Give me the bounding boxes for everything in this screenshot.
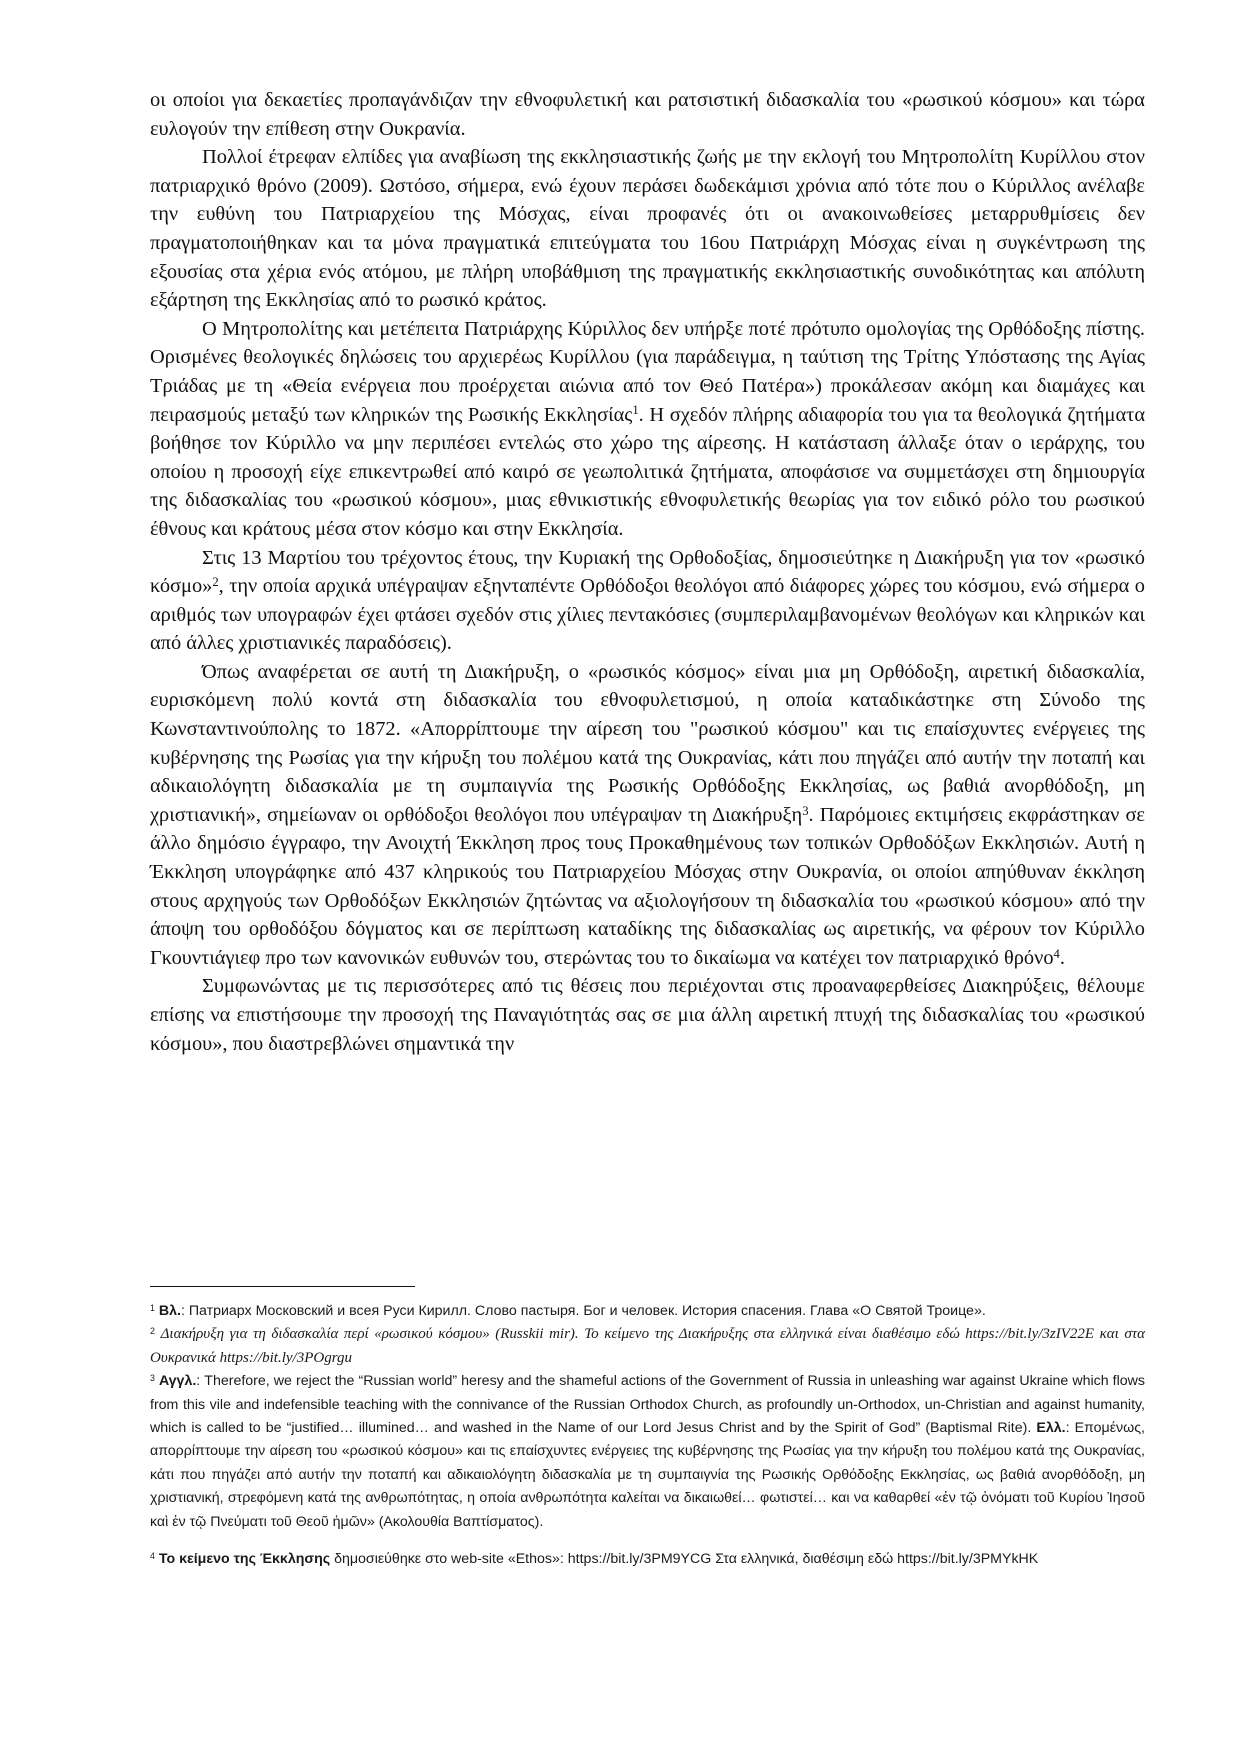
bold-label: Βλ. (158, 1303, 181, 1319)
text-run: . Η σχεδόν πλήρης αδιαφορία του για τα θεολογικά ζητήματα βοήθησε τον Κύριλλο να μην περιπέσει εντελώς στο χώρο της αίρεσης. Η κατάσταση άλλαξε όταν ο ιεράρχης, του οποίου η προσοχή είχε επικεντρωθεί από καιρό σε γεωπολιτικά ζητήματα, αποφάσισε να συμμετάσχει στη δημιουργία της διδασκαλίας του «ρωσικού κόσμου», μιας εθνικιστικής εθνοφυλετικής θεωρίας για τον ειδικό ρόλο του ρωσικού έθνους και κράτους μέσα στον κόσμο και στην Εκκλησία. (150, 403, 1145, 540)
paragraph (150, 972, 1145, 1058)
paragraph (150, 86, 1145, 143)
footnote-ref: 3 (802, 803, 809, 818)
text-run: Πολλοί έτρεφαν ελπίδες για αναβίωση της εκκλησιαστικής ζωής με την εκλογή του Μητροπολίτη Κυρίλλου στον πατριαρχικό θρόνο (2009). Ωστόσο, σήμερα, ενώ έχουν περάσει δωδεκάμισι χρόνια από τότε που ο Κύριλλος ανέλαβε την ευθύνη του Πατριαρχείου της Μόσχας, είναι προφανές ότι οι ανακοινωθείσες μεταρρυθμίσεις δεν πραγματοποιήθηκαν και τα μόνα πραγματικά επιτεύγματα του 16ου Πατριάρχη Μόσχας είναι η συγκέντρωση της εξουσίας στα χέρια ενός ατόμου, με πλήρη υποβάθμιση της πραγματικής εκκλησιαστικής συνοδικότητας και απόλυτη εξάρτηση της Εκκλησίας από το ρωσικό κράτος. (150, 146, 1145, 312)
text-run: , την οποία αρχικά υπέγραψαν εξηνταπέντε Ορθόδοξοι θεολόγοι από διάφορες χώρες του κόσμου, ενώ σήμερα ο αριθμός των υπογραφών έχει φτάσει σχεδόν στις χίλιες πεντακόσιες (συμπεριλαμβανομένων θεολόγων και κληρικών και από άλλες χριστιανικές παραδόσεις). (150, 575, 1145, 655)
paragraph (150, 143, 1145, 315)
bold-label: Ελλ. (1036, 1420, 1066, 1437)
footnote-ref: 2 (150, 1326, 155, 1337)
text-run: Ο Μητροπολίτης και μετέπειτα Πατριάρχης Κύριλλος δεν υπήρξε ποτέ πρότυπο ομολογίας της Ορθόδοξης πίστης. Ορισμένες θεολογικές δηλώσεις του αρχιερέως Κυρίλλου (για παράδειγμα, η ταύτιση της Τρίτης Υπόστασης της Αγίας Τριάδας με τη «Θεία ενέργεια που προέρχεται αιώνια από τον Θεό Πατέρα») προκάλεσαν ακόμη και διαμάχες και πειρασμούς μεταξύ των κληρικών της Ρωσικής Εκκλησίας (150, 317, 1145, 426)
footnote (150, 1370, 1145, 1534)
text-run: . (1059, 946, 1065, 969)
text-run: οι οποίοι για δεκαετίες προπαγάνδιζαν την εθνοφυλετική και ρατσιστική διδασκαλία του «ρωσικού κόσμου» και τώρα ευλογούν την επίθεση στην Ουκρανία. (150, 89, 1145, 140)
text-run: : Патриарх Московский и всея Руси Кирилл. Слово пастыря. Бог и человек. История спасения. Глава «О Святой Троице». (180, 1303, 986, 1319)
footnote-ref: 1 (632, 403, 639, 418)
italic-text: Διακήρυξη για τη διδασκαλία περί «ρωσικού κόσμου» (Russkii mir). Το κείμενο της Διακήρυξης στα ελληνικά είναι διαθέσιμο εδώ https://bit.ly/3zIV22E και στα Ουκρανικά https://bit.ly/3POgrgu (150, 1326, 1145, 1366)
text-run: : Επομένως, απορρίπτουμε την αίρεση του «ρωσικού κόσμου» και τις επαίσχυντες ενέργειες της κυβέρνησης της Ρωσίας για την κήρυξη του πολέμου κατά της Ουκρανίας, κάτι που πηγάζει από αυτήν την ποταπή και αδικαιολόγητη διδασκαλία με τη συμπαιγνία της Ρωσικής Ορθόδοξης Εκκλησίας, ως βαθιά ανορθόδοξη, μη χριστιανική, στρεφόμενη κατά της ανθρωπότητας, η οποία ανθρωπότητα καλείται να δικαιωθεί… φωτιστεί… και να καθαρθεί «ἐν τῷ ὀνόματι τοῦ Κυρίου Ἰησοῦ καὶ ἐν τῷ Πνεύματι τοῦ Θεοῦ ἡμῶν» (Ακολουθία Βαπτίσματος). (150, 1420, 1145, 1530)
footnote-ref: 3 (150, 1372, 155, 1383)
body-text (150, 86, 1145, 1058)
text-run: Όπως αναφέρεται σε αυτή τη Διακήρυξη, ο «ρωσικός κόσμος» είναι μια μη Ορθόδοξη, αιρετική διδασκαλία, ευρισκόμενη πολύ κοντά στη διδασκαλία του εθνοφυλετισμού, η οποία καταδικάστηκε στη Σύνοδο της Κωνσταντινούπολης το 1872. «Απορρίπτουμε την αίρεση του "ρωσικού κόσμου" και τις επαίσχυντες ενέργειες της κυβέρνησης της Ρωσίας για την κήρυξη του πολέμου κατά της Ουκρανίας, κάτι που πηγάζει από αυτήν την ποταπή και αδικαιολόγητη διδασκαλία με τη συμπαιγνία της Ρωσικής Ορθόδοξης Εκκλησίας, ως βαθιά ανορθόδοξη, μη χριστιανική», σημείωναν οι ορθόδοξοι θεολόγοι που υπέγραψαν τη Διακήρυξη (150, 660, 1145, 826)
footnotes (150, 1300, 1145, 1571)
text-run: : Therefore, we reject the “Russian world” heresy and the shameful actions of the Government of Russia in unleashing war against Ukraine which flows from this vile and indefensible teaching with the connivance of the Russian Orthodox Church, as profoundly un-Orthodox, un-Christian and against humanity, which is called to be “justified… illumined… and washed in the Name of our Lord Jesus Christ and by the Spirit of God” (Baptismal Rite). (150, 1373, 1145, 1437)
text-run: Συμφωνώντας με τις περισσότερες από τις θέσεις που περιέχονται στις προαναφερθείσες Διακηρύξεις, θέλουμε επίσης να επιστήσουμε την προσοχή της Παναγιότητάς σας σε μια άλλη αιρετική πτυχή της διδασκαλίας του «ρωσικού κόσμου», που διαστρεβλώνει σημαντικά την (150, 975, 1145, 1055)
footnote-ref: 4 (150, 1550, 155, 1561)
bold-label: Αγγλ. (158, 1373, 197, 1390)
footnote-ref: 4 (1053, 946, 1060, 961)
footnote (150, 1323, 1145, 1370)
bold-label: Το κείμενο της Έκκλησης (158, 1551, 331, 1568)
paragraph (150, 544, 1145, 658)
footnote-ref: 2 (212, 574, 219, 589)
paragraph (150, 658, 1145, 973)
text-run: . Παρόμοιες εκτιμήσεις εκφράστηκαν σε άλλο δημόσιο έγγραφο, την Ανοιχτή Έκκληση προς τους Προκαθημένους των τοπικών Ορθοδόξων Εκκλησιών. Αυτή η Έκκληση υπογράφηκε από 437 κληρικούς του Πατριαρχείου Μόσχας στην Ουκρανία, οι οποίοι απηύθυναν έκκληση στους αρχηγούς των Ορθοδόξων Εκκλησιών ζητώντας να αξιολογήσουν τη διδασκαλία του «ρωσικού κόσμου» από την άποψη του ορθοδόξου δόγματος και σε περίπτωση καταδίκης της διδασκαλίας ως αιρετικής, να φέρουν τον Κύριλλο Γκουντιάγιεφ προ των κανονικών ευθυνών του, στερώντας του το δικαίωμα να κατέχει τον πατριαρχικό θρόνο (150, 803, 1145, 969)
footnote (150, 1548, 1145, 1571)
paragraph (150, 315, 1145, 544)
text-run: Στις 13 Μαρτίου του τρέχοντος έτους, την Κυριακή της Ορθοδοξίας, δημοσιεύτηκε η Διακήρυξη για τον «ρωσικό κόσμο» (150, 546, 1145, 598)
footnote-ref: 1 (150, 1302, 155, 1313)
footnote (150, 1300, 1145, 1323)
footnote-spacer (150, 1534, 1145, 1548)
text-run: δημοσιεύθηκε στο web-site «Ethos»: https://bit.ly/3PM9YCG Στα ελληνικά, διαθέσιμη εδώ https://bit.ly/3PMYkHK (330, 1551, 1039, 1568)
footnote-separator (150, 1286, 415, 1287)
